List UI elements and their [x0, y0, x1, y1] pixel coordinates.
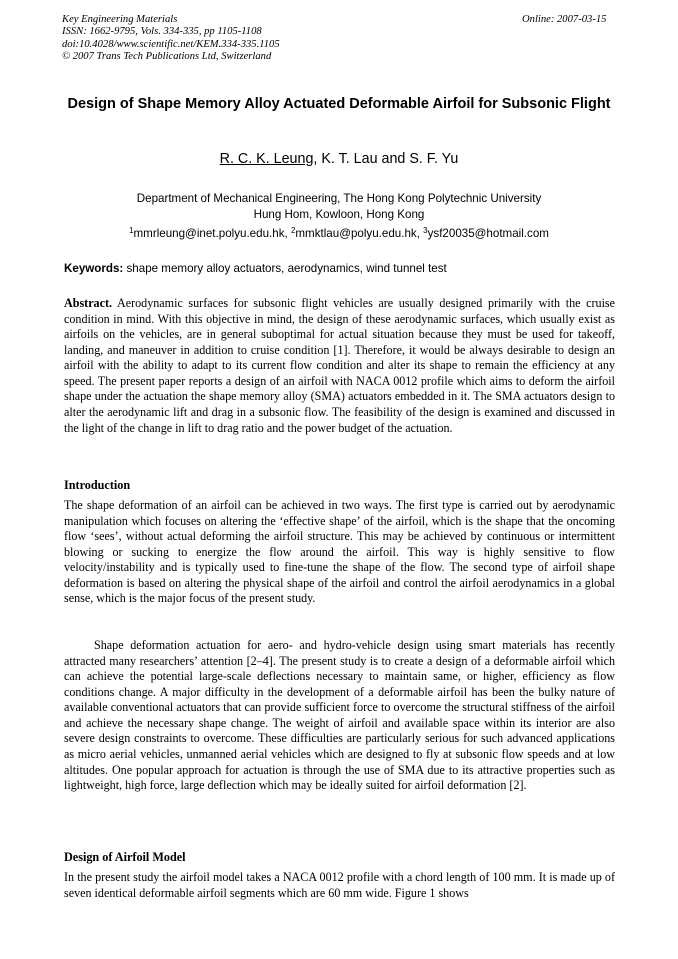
email-1-marker: 1	[129, 226, 134, 235]
email-3-marker: 3	[423, 226, 428, 235]
author-list	[62, 151, 616, 167]
introduction-paragraph-2: Shape deformation actuation for aero- and hydro-vehicle design using smart materials has recently attracted many researchers’ attention [2–4]. The present study is to create a design of a deformable airfoil which can achieve the potential large-scale deflections necessary to maintain same, or higher, efficiency as flow conditions change. A major difficulty in the development of a deformable airfoil has been the bulky nature of available conventional actuators that can provide sufficient force to overcome the structural stiffness of the airfoil and achieve the necessary shape change. The weight of airfoil and available space within its interior are also severe design constraints to overcome. These difficulties are particularly serious for such advanced applications as micro aerial vehicles, unmanned aerial vehicles which are designed to fly at subsonic flow speeds and at low altitudes. One popular approach for actuation is through the use of SMA due to its attractive properties such as lightweight, high force, large deflection which may be ideally suited for airfoil deformation [2].	[64, 638, 615, 793]
abstract	[64, 296, 615, 436]
journal-header	[62, 14, 280, 64]
keywords-label: Keywords:	[64, 262, 124, 275]
abstract-text: Aerodynamic surfaces for subsonic flight vehicles are usually designed primarily with the cruise condition in mind. With this objective in mind, the design of these aerodynamic surfaces, which usually exist as airfoils on the vehicles, are in general suboptimal for actual situation because they must be used for takeoff, landing, and maneuver in addition to cruise condition [1]. Therefore, it would be always desirable to design an airfoil with the ability to adapt to its current flow condition and alter its shape to remain the efficiency at any speed. The present paper reports a design of an airfoil with NACA 0012 profile which aims to deform the airfoil shape under the actuation the shape memory alloy (SMA) actuators embedded in it. The SMA actuators design to alter the aerodynamic lift and drag in a subsonic flow. The feasibility of the design is examined and discussed in the light of the change in lift to drag ratio and the power budget of the actuation.	[64, 296, 615, 435]
affiliation-line-2: Hung Hom, Kowloon, Hong Kong	[253, 207, 425, 221]
design-heading: Design of Airfoil Model	[64, 850, 186, 864]
affiliation-line-1: Department of Mechanical Engineering, The Hong Kong Polytechnic University	[136, 192, 542, 205]
email-3: ysf20035@hotmail.com	[427, 227, 549, 240]
keywords	[64, 262, 616, 275]
doi-line: doi:10.4028/www.scientific.net/KEM.334-335.1105	[62, 38, 280, 50]
copyright-line: © 2007 Trans Tech Publications Ltd, Switzerland	[62, 51, 272, 63]
keywords-text: shape memory alloy actuators, aerodynamics, wind tunnel test	[123, 262, 447, 275]
affiliation	[62, 191, 616, 222]
paper-title: Design of Shape Memory Alloy Actuated Deformable Airfoil for Subsonic Flight	[67, 96, 611, 112]
other-authors: , K. T. Lau and S. F. Yu	[313, 151, 459, 167]
design-paragraph-1: In the present study the airfoil model takes a NACA 0012 profile with a chord length of 100 mm. It is made up of seven identical deformable airfoil segments which are 60 mm wide. Figure 1 shows	[64, 870, 615, 900]
abstract-label: Abstract.	[64, 296, 113, 310]
email-2: mmktlau@polyu.edu.hk,	[295, 227, 424, 240]
journal-name: Key Engineering Materials	[62, 14, 178, 25]
issn-line: ISSN: 1662-9795, Vols. 334-335, pp 1105-1108	[62, 26, 262, 38]
email-2-marker: 2	[290, 226, 296, 235]
author-emails	[62, 227, 616, 240]
first-author: R. C. K. Leung	[219, 151, 314, 167]
introduction-paragraph-1: The shape deformation of an airfoil can be achieved in two ways. The first type is carried out by aerodynamic manipulation which focuses on altering the ‘effective shape’ of the airfoil, which is the shape that the oncoming flow ‘sees’, without actual deforming the airfoil structure. This may be achieved by continuous or intermittent blowing or sucking to energize the flow around the airfoil. This way is highly sensitive to flow velocity/instability and is typically used to fine-tune the shape of the flow. The second type of airfoil shape deformation is based on altering the physical shape of the airfoil and control the airfoil aerodynamics in a global sense, which is the major focus of the present study.	[64, 498, 615, 606]
online-date: Online: 2007-03-15	[522, 14, 607, 25]
introduction-heading: Introduction	[64, 478, 131, 492]
email-1: mmrleung@inet.polyu.edu.hk,	[133, 227, 291, 240]
